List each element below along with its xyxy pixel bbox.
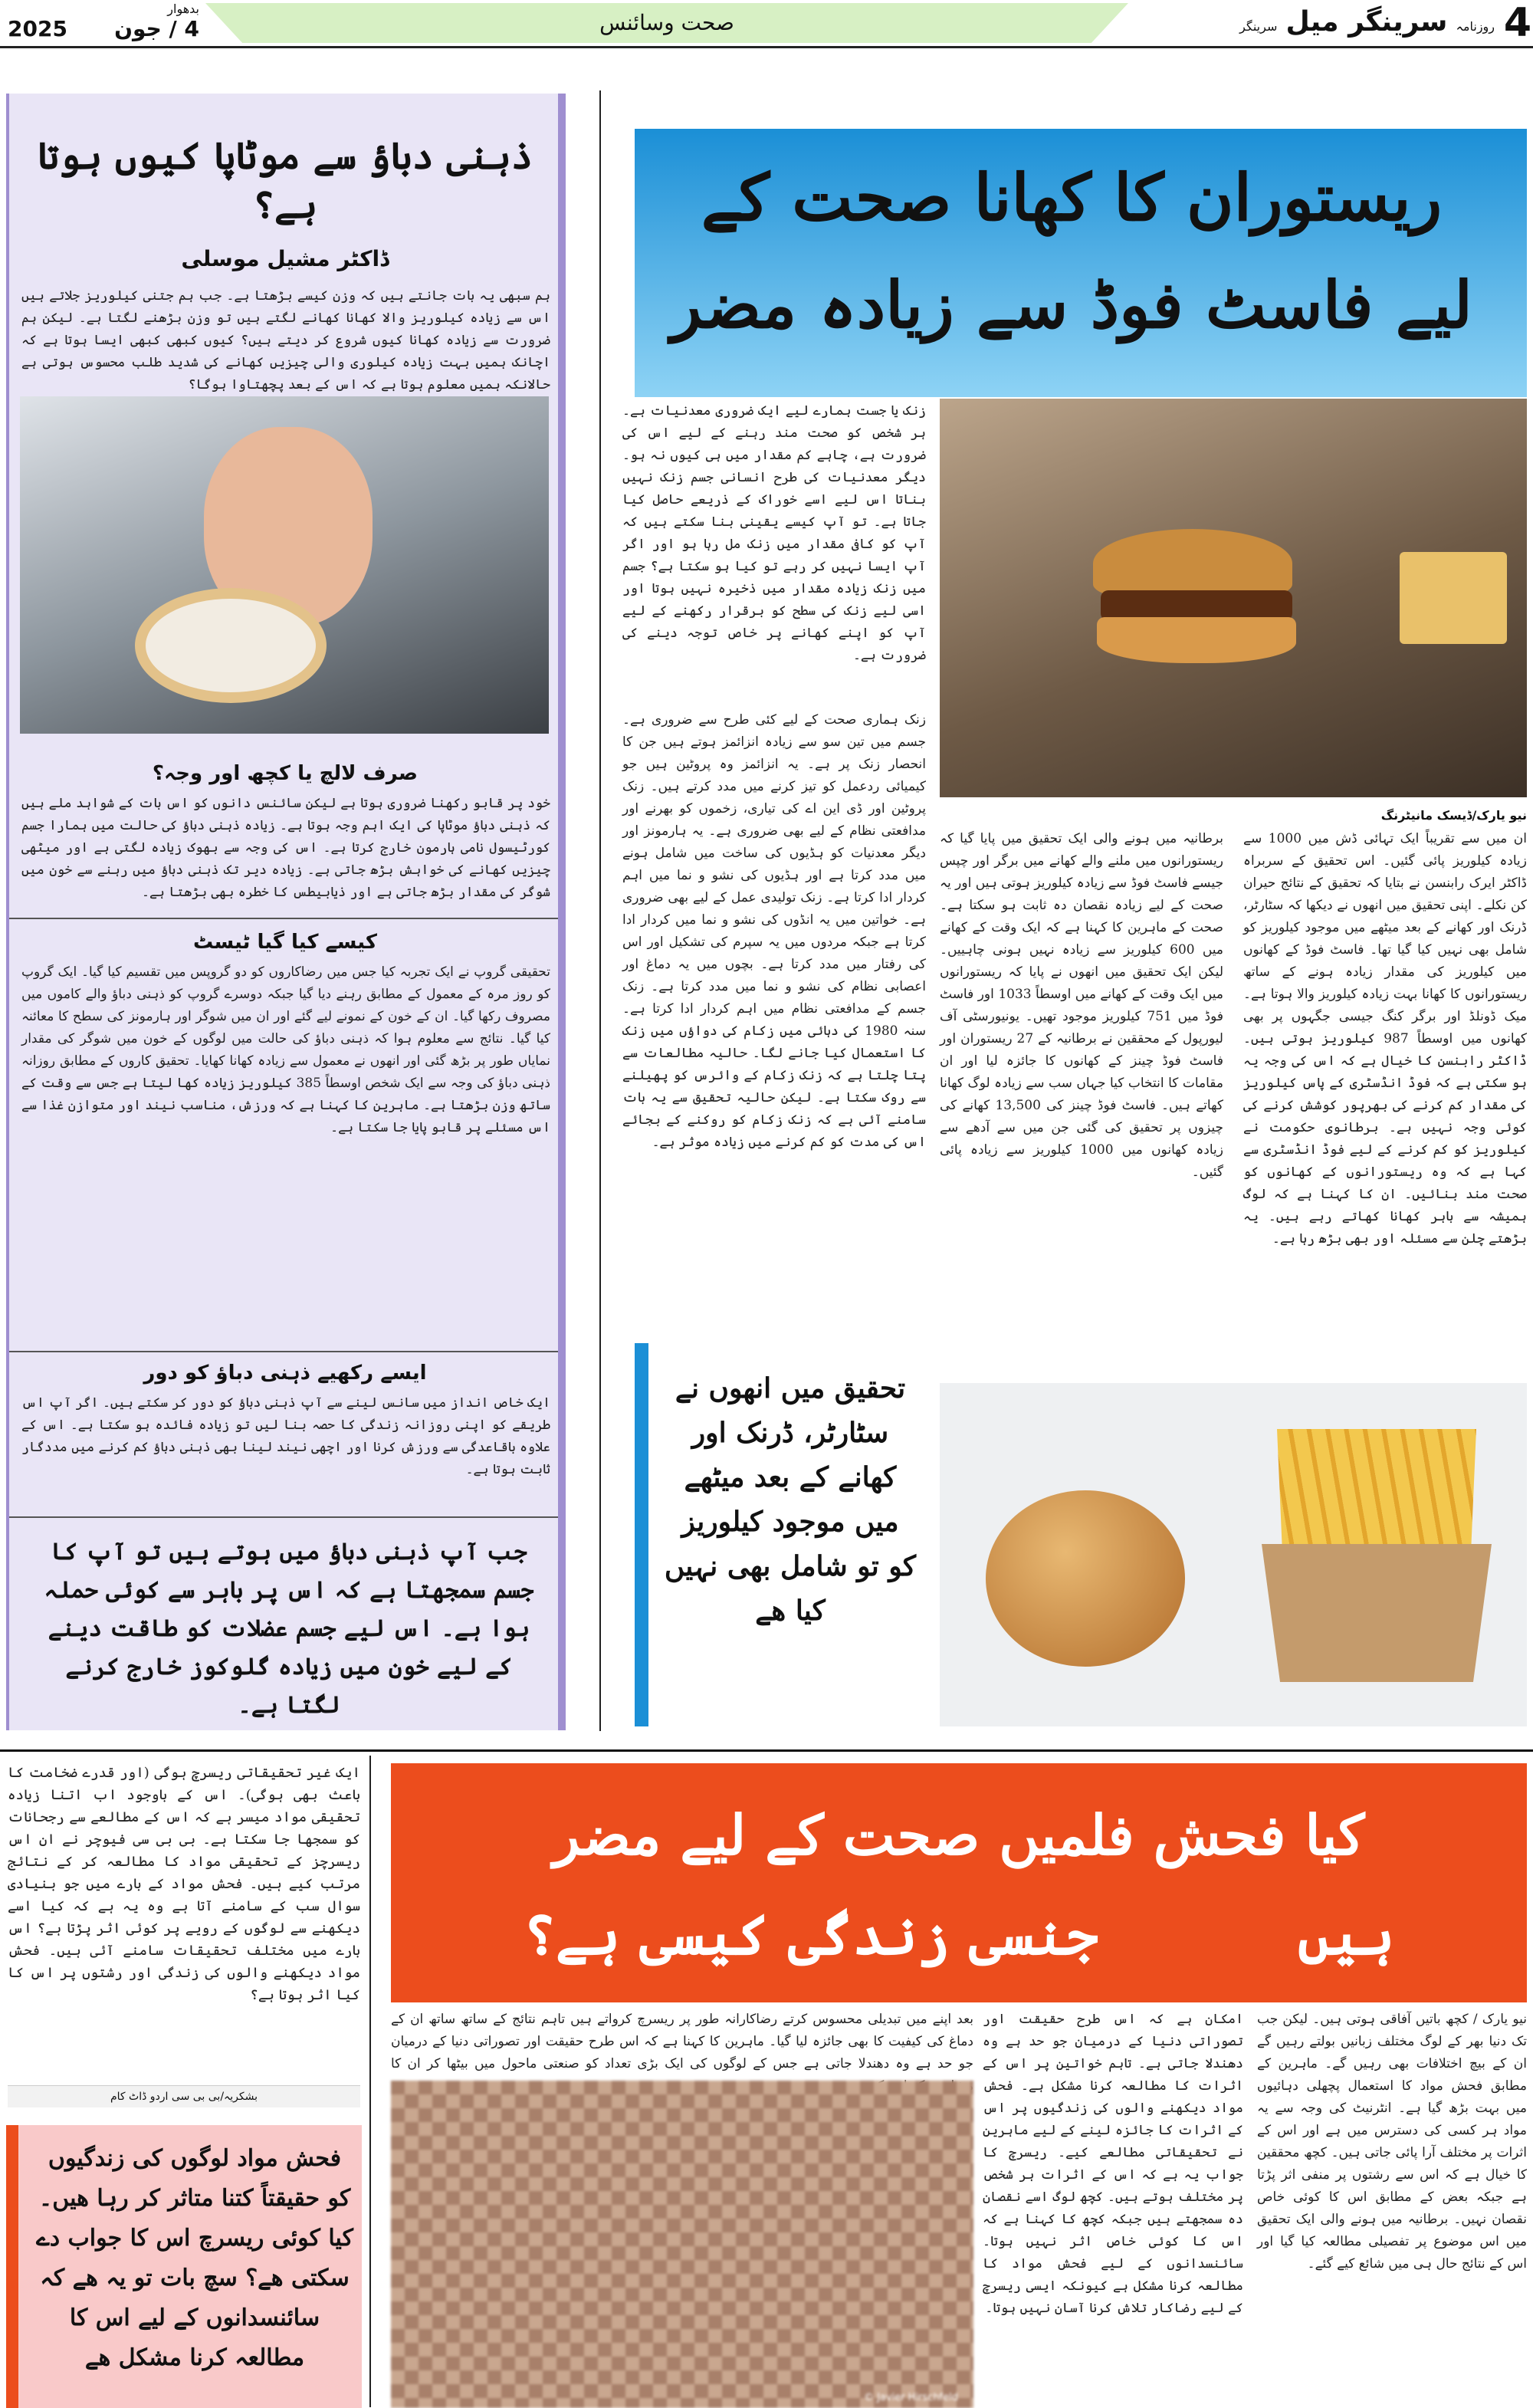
weekday: بدھوار — [167, 2, 199, 16]
bottom-right-col: نیو یارک / کچھ باتیں آفاقی ہوتی ہیں۔ لیکن جب تک دنیا بھر کے لوگ مختلف زبانیں بولتے رہیں گے ان کے بیچ اختلافات بھی رہیں گے۔ ماہرین کے مطابق فحش مواد کا استعمال پچھلی دہائیوں میں بہت بڑھ گیا ہے۔ انٹرنیٹ کی وجہ سے یہ مواد ہر کسی کی دسترس میں ہے اور اس کے اثرات پر مختلف آرا پائی جاتی ہیں۔ کچھ محققین کا خیال ہے کہ اس سے رشتوں پر منفی اثر پڑتا ہے جبکہ بعض کے مطابق اس کا کوئی خاص نقصان نہیں۔ برطانیہ میں ہونے والی ایک تحقیق میں اس موضوع پر تفصیلی مطالعہ کیا گیا اور اس کے نتائج حال ہی میں شائع کیے گئے۔ — [1257, 2012, 1527, 2272]
main-caption: نیو یارک/ڈیسک مانیٹرنگ — [1380, 808, 1527, 823]
fries-burger-photo — [940, 1383, 1527, 1726]
bottom-top-text: بعد اپنے میں تبدیلی محسوس کرتے رضاکارانہ طور پر ریسرچ کرواتے ہیں تاہم نتائج کے ساتھ ساتھ ان کے دماغ کی کیفیت کا بھی جائزہ لیا گیا۔ ماہرین کا کہنا ہے کہ اس طرح حقیقت اور تصوراتی دنیا کے درمیان جو حد ہے وہ دھندلا جاتی ہے جس کے لوگوں کی ایک بڑی تعداد کو صنعتی ماحول میں بیٹھا کر ان کا — [391, 2012, 973, 2071]
side-sub3-text: ایک خاص انداز میں سانس لینے سے آپ ذہنی دباؤ کو دور کر سکتے ہیں۔ اگر آپ اس طریقے کو اپنی روزانہ زندگی کا حصہ بنا لیں تو زیادہ فائدہ ہو سکتا ہے۔ اس کے علاوہ باقاعدگی سے ورزش کرنا اور اچھی نیند لینا بھی ذہنی دباؤ کم کرنے میں مددگار ثابت ہوتا ہے۔ — [21, 1395, 550, 1477]
side-sub2-text: تحقیقی گروپ نے ایک تجربہ کیا جس میں رضاکاروں کو دو گروپس میں تقسیم کیا گیا۔ ایک گروپ کو روز مرہ کے معمول کے مطابق رہنے دیا گیا جبکہ دوسرے گروپ کو ذہنی دباؤ والے کاموں میں مصروف رکھا گیا۔ ان کے خون کے نمونے لیے گئے اور ان میں شوگر اور ہارمونز کی سطح کا معائنہ کیا گیا۔ نتائج سے معلوم ہوا کہ ذہنی دباؤ کی حالت میں لوگوں کے خون میں شوگر کی مقدار نمایاں طور پر بڑھ گئی اور انھوں نے معمول سے زیادہ کھانا کھایا۔ تحقیق کاروں کے مطابق روزانہ ذہنی دباؤ کی وجہ سے ایک شخص اوسطاً 385 کیلوریز زیادہ کھا لیتا ہے جس سے وقت کے ساتھ وزن بڑھتا ہے۔ ماہرین کا کہنا ہے کہ ورزش، مناسب نیند اور متوازن غذا سے اس مسئلے پر قابو پایا جا سکتا ہے۔ — [21, 964, 550, 1135]
bottom-mid-col: امکان ہے کہ اس طرح حقیقت اور تصوراتی دنیا کے درمیان جو حد ہے وہ دھندلا جاتی ہے۔ تاہم خواتین پر اس کے اثرات کا مطالعہ کرنا مشکل ہے۔ فحش مواد دیکھنے والوں کی زندگیوں پر اس کے اثرات کا جائزہ لینے کے لیے ماہرین نے تحقیقاتی مطالعے کیے۔ ریسرچ کا جواب یہ ہے کہ اس کے اثرات ہر شخص پر مختلف ہوتے ہیں۔ کچھ لوگ اسے نقصان دہ سمجھتے ہیں جبکہ کچھ کا کہنا ہے کہ اس کا کوئی خاص اثر نہیں ہوتا۔ سائنسدانوں کے لیے فحش مواد کا مطالعہ کرنا مشکل ہے کیونکہ ایسی ریسرچ کے لیے رضاکار تلاش کرنا آسان نہیں ہوتا۔ — [983, 2012, 1243, 2316]
main-headline-panel — [635, 129, 1527, 397]
masthead-rule — [0, 46, 1533, 48]
bottom-pullquote: فحش مواد لوگوں کی زندگیوں کو حقیقتاً کتنا متاثر کر رہا ھیں۔ کیا کوئی ریسرچ اس کا جواب دے سکتی ھے؟ سچ بات تو یہ ھے کہ سائنسدانوں کے لیے اس کا مطالعہ کرنا مشکل ھے — [36, 2145, 353, 2371]
side-sub2: کیسے کیا گیا ٹیسٹ — [193, 931, 377, 954]
masthead-date — [8, 2, 199, 44]
main-col-left-p1: زنک یا جست ہمارے لیے ایک ضروری معدنیات ہے۔ ہر شخص کو صحت مند رہنے کے لیے اس کی ضرورت ہے، چاہے کم مقدار میں ہی کیوں نہ ہو۔ دیگر معدنیات کی طرح انسانی جسم زنک نہیں بناتا اس لیے اسے خوراک کے ذریعے حاصل کیا جاتا ہے۔ تو آپ کیسے یقینی بنا سکتے ہیں کہ آپ کو کافی مقدار میں زنک مل رہا ہو اور اگر آپ ایسا نہیں کر رہے تو کیا ہو سکتا ہے؟ جسم میں زنک زیادہ مقدار میں ذخیرہ نہیں ہوتا اور اسی لیے زنک کی سطح کو برقرار رکھنے کے لیے آپ کو اپنے کھانے پر خاص توجہ دینے کی ضرورت ہے۔ — [622, 403, 926, 663]
main-col-right-p2: ان میں سے تقریباً ایک تہائی ڈش میں 1000 سے زیادہ کیلوریز پائی گئیں۔ اس تحقیق کے سربراہ ڈاکٹر ایرک رابنسن نے بتایا کہ تحقیق کے نتائج حیران کن نکلے۔ اپنی تحقیق میں انھوں نے دیکھا کہ سٹارٹر، ڈرنک اور کھانے کے بعد میٹھے میں موجود کیلوریز کو شامل بھی نہیں کیا گیا تھا۔ فاسٹ فوڈ کے کھانوں میں کیلوریز کی مقدار زیادہ ہونے کے ساتھ ریستورانوں کا کھانا بہت زیادہ کیلوریز والا ہوتا ہے۔ میک ڈونلڈ اور برگر کنگ جیسی جگہوں پر بھی کھانوں میں اوسطاً 987 کیلوریز ہوتی ہیں۔ ڈاکٹر رابنسن کا خیال ہے کہ اس کی وجہ یہ ہو سکتی ہے کہ فوڈ انڈسٹری کے پاس کیلوریز کی مقدار کم کرنے کی بھرپور کوشش کرنے کی کوئی وجہ نہیں ہے۔ برطانوی حکومت نے کیلوریز کو کم کرنے کے لیے فوڈ انڈسٹری سے کہا ہے کہ وہ ریستورانوں کے کھانوں کو صحت مند بنائیں۔ ان کا کہنا ہے کہ لوگ ہمیشہ سے باہر کھانا کھاتے رہے ہیں۔ یہ بڑھتے چلن سے مسئلہ اور بھی بڑھ رہا ہے۔ — [1243, 831, 1528, 1247]
bottom-headline-line1: کیا فحش فلمیں صحت کے لیے مضر — [553, 1802, 1365, 1868]
side-divider — [9, 918, 558, 919]
side-byline: ڈاکٹر مشیل موسلی — [181, 246, 389, 271]
masthead-brand — [1226, 6, 1495, 43]
brand-city: سرینگر — [1239, 19, 1278, 34]
side-sub1: صرف لالچ یا کچھ اور وجہ؟ — [152, 762, 419, 785]
bottom-pullquote-box — [6, 2125, 362, 2408]
donut-photo — [20, 396, 549, 734]
page-number: 4 — [1503, 0, 1532, 46]
side-divider-3 — [9, 1516, 558, 1518]
brand-name: سرینگر میل — [1285, 6, 1448, 38]
main-headline-line2: لیے فاسٹ فوڈ سے زیادہ مضر — [671, 267, 1472, 343]
photo-credit: © Javier Hirschfeld — [863, 2392, 958, 2403]
brand-tag: روزنامہ — [1456, 19, 1495, 34]
bottom-headline-line2a: ہیں — [1297, 1902, 1395, 1967]
side-sub3: ایسے رکھیے ذہنی دباؤ کو دور — [143, 1362, 427, 1385]
date: 4 / جون — [114, 16, 199, 41]
bottom-headline-line2 — [391, 1894, 1527, 1976]
bottom-col-divider — [369, 1756, 371, 2407]
year: 2025 — [8, 16, 67, 41]
bottom-credit: بشکریہ/بی بی سی اردو ڈاٹ کام — [8, 2085, 360, 2107]
main-col-left-p2: زنک ہماری صحت کے لیے کئی طرح سے ضروری ہے۔ جسم میں تین سو سے زیادہ انزائمز ہوتے ہیں جن کا انحصار زنک پر ہے۔ یہ انزائمز وہ پروٹین ہیں جو کیمیائی ردعمل کو تیز کرنے میں مدد کرتے ہیں۔ زنک پروٹین اور ڈی این اے کی تیاری، زخموں کو بھرنے اور مدافعتی نظام کے لیے بھی ضروری ہے۔ یہ ہارمونز اور دیگر معدنیات کو ہڈیوں کی ساخت میں شامل ہونے میں مدد کرتا ہے اور ہڈیوں کی نشو و نما میں اہم کردار ادا کرتا ہے۔ زنک تولیدی عمل کے لیے بھی ضروری ہے۔ خواتین میں یہ انڈوں کی نشو و نما میں کردار ادا کرتا ہے جبکہ مردوں میں یہ سپرم کی تشکیل اور اس کی رفتار میں مدد کرتا ہے۔ بچوں میں یہ دماغ اور اعصابی نظام کی نشو و نما میں مدد کرتا ہے۔ زنک جسم کے مدافعتی نظام میں اہم کردار ادا کرتا ہے۔ سنہ 1980 کی دہائی میں زکام کی دواؤں میں زنک کا استعمال کیا جانے لگا۔ حالیہ مطالعات سے پتا چلتا ہے کہ زنک زکام کے وائرس کو پھیلنے سے روک سکتا ہے۔ لیکن حالیہ تحقیق سے یہ بات سامنے آئی ہے کہ زنک زکام کو روکنے کے بجائے اس کی مدت کو کم کرنے میں زیادہ موثر ہے۔ — [622, 712, 926, 1150]
lower-rule — [0, 1749, 1533, 1752]
blurred-photo — [391, 2081, 973, 2408]
side-sub1-text: خود پر قابو رکھنا ضروری ہوتا ہے لیکن سائنس دانوں کو اس بات کے شواہد ملے ہیں کہ ذہنی دباؤ موٹاپا کی ایک اہم وجہ ہوتا ہے۔ زیادہ ذہنی دباؤ کی حالت میں ہمارا جسم کورٹیسول نامی ہارمون خارج کرتا ہے۔ اس کی وجہ سے بھوک زیادہ لگتی ہے اور میٹھی چیزیں کھانے کی خواہش بڑھ جاتی ہے۔ زیادہ دیر تک ذہنی دباؤ میں رہنے سے خون میں شوگر کی مقدار بڑھ جاتی ہے اور ذیابیطس کا خطرہ بھی بڑھتا ہے۔ — [21, 796, 550, 900]
main-col-right-p1: برطانیہ میں ہونے والی ایک تحقیق میں پایا گیا کہ ریستورانوں میں ملنے والے کھانے میں برگر اور چپس جیسے فاسٹ فوڈ سے زیادہ کیلوریز ہوتی ہیں اور یہ صحت کے لیے زیادہ نقصان دہ ثابت ہو سکتا ہے۔ صحت کے ماہرین کا کہنا ہے کہ ایک وقت کے کھانے میں 600 کیلوریز سے زیادہ نہیں ہونی چاہییں۔ لیکن ایک تحقیق میں انھوں نے پایا کہ ریستورانوں میں ایک وقت کے کھانے میں اوسطاً 1033 اور فاسٹ فوڈ میں 751 کیلوریز موجود تھیں۔ یونیورسٹی آف لیورپول کے محققین نے برطانیہ کے 27 ریستوران اور فاسٹ فوڈ چینز کے کھانوں کا جائزہ لیا اور ان مقامات کا انتخاب کیا جہاں سب سے زیادہ لوگ کھانا کھاتے ہیں۔ فاسٹ فوڈ چینز کی 13,500 کھانے کی چیزوں پر تحقیق کی گئی جن میں سے آدھے سے زیادہ کھانوں میں 1000 کیلوریز سے زیادہ پائی گئیں۔ — [940, 831, 1224, 1180]
side-headline: ذہنی دباؤ سے موٹاپا کیوں ہوتا ہے؟ — [37, 135, 533, 227]
main-headline-line1: ریستوران کا کھانا صحت کے — [701, 159, 1443, 235]
burger-photo — [940, 399, 1527, 797]
main-pullquote-box — [635, 1343, 926, 1726]
side-intro: ہم سبھی یہ بات جانتے ہیں کہ وزن کیسے بڑھتا ہے۔ جب ہم جتنی کیلوریز جلاتے ہیں اس سے زیادہ کیلوریز والا کھانا کھانے لگتے ہیں تو وزن بڑھنے لگتا ہے۔ لیکن ہم ضرورت سے زیادہ کھانا کیوں شروع کر دیتے ہیں؟ کیوں کبھی کبھی ایسا ہوتا ہے کہ اچانک ہمیں بہت زیادہ کیلوری والی چیزیں کھانے کی شدید طلب محسوس ہوتی ہے حالانکہ ہمیں معلوم ہوتا ہے کہ اس کے بعد پچھتاوا ہوگا؟ — [21, 288, 550, 393]
bottom-headline-line2b: جنسی زندگی کیسی ہے؟ — [523, 1902, 1098, 1967]
bottom-headline-banner — [391, 1763, 1527, 2002]
side-pullquote: جب آپ ذہنی دباؤ میں ہوتے ہیں تو آپ کا جسم سمجھتا ہے کہ اس پر باہر سے کوئی حملہ ہوا ہے۔ اس لیے جسم عضلات کو طاقت دینے کے لیے خون میں زیادہ گلوکوز خارج کرنے لگتا ہے۔ — [44, 1539, 534, 1719]
main-pullquote: تحقیق میں انھوں نے سٹارٹر، ڈرنک اور کھانے کے بعد میٹھے میں موجود کیلوریز کو تو شامل بھی نہیں کیا ھے — [664, 1372, 917, 1627]
main-col-divider — [599, 90, 601, 1731]
section-title: صحت وسائنس — [599, 10, 734, 35]
bottom-left-text: ایک غیر تحقیقاتی ریسرچ ہوگی (اور قدرے ضخامت کا باعث بھی ہوگی)۔ اس کے باوجود اب اتنا زیادہ تحقیقی مواد میسر ہے کہ اس کے مطالعے سے رجحانات کو سمجھا جا سکتا ہے۔ بی بی سی فیوچر نے ان اس ریسرچز کے تحقیقی مواد کا مطالعہ کر کے نتائج مرتب کیے ہیں۔ فحش مواد کے بارے میں جو بنیادی سوال سب کے سامنے آتا ہے وہ یہ ہے کہ کیا اسے دیکھنے سے لوگوں کے رویے پر کوئی اثر پڑتا ہے؟ اس بارے میں مختلف تحقیقات سامنے آئی ہیں۔ فحش مواد دیکھنے والوں کی زندگی اور رشتوں پر اس کا کیا اثر ہوتا ہے؟ — [8, 1765, 360, 2003]
side-divider-2 — [9, 1351, 558, 1352]
side-story — [6, 94, 566, 1730]
masthead — [0, 0, 1533, 48]
